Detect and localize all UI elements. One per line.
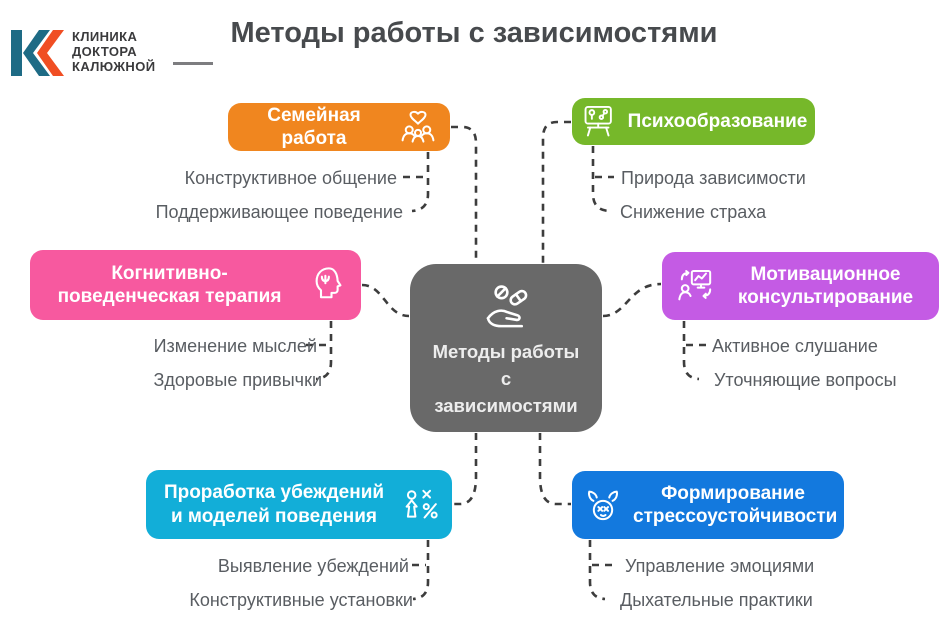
hand-pills-icon xyxy=(479,280,533,334)
subitem-beliefs-2: Конструктивные установки xyxy=(189,590,413,610)
connector-motiv-item2 xyxy=(684,321,699,379)
branch-motivational xyxy=(662,252,939,320)
branch-beliefs-label: Проработка убеждений и моделей поведения xyxy=(163,482,385,527)
branch-family-work xyxy=(228,103,450,151)
stress-face-icon xyxy=(583,485,623,525)
subitem-cbt-1: Изменение мыслей xyxy=(153,336,317,356)
central-node xyxy=(410,264,602,432)
person-monitor-icon xyxy=(676,266,716,306)
central-label-line2: с xyxy=(500,368,512,389)
branch-cbt xyxy=(30,250,361,320)
connector-beliefs-center xyxy=(453,433,476,504)
subitem-family-2: Поддерживающее поведение xyxy=(155,202,403,222)
branch-psychoeducation-label: Психообразование xyxy=(627,110,808,132)
subitem-motiv-1: Активное слушание xyxy=(712,336,878,356)
subitem-psycho-2: Снижение страха xyxy=(620,202,767,222)
branch-beliefs xyxy=(146,470,452,539)
connector-psycho-center xyxy=(543,122,571,263)
branch-cbt-label: Когнитивно-поведенческая терапия xyxy=(57,262,282,307)
subitem-psycho-1: Природа зависимости xyxy=(621,168,806,188)
logo-text-line1: КЛИНИКА xyxy=(72,29,138,44)
branch-stress xyxy=(572,471,844,539)
subitem-cbt-2: Здоровые привычки xyxy=(153,370,322,390)
presentation-board-icon xyxy=(580,103,618,141)
branch-psychoeducation xyxy=(572,98,815,145)
connector-beliefs-item2 xyxy=(413,540,428,599)
family-icon xyxy=(398,107,438,147)
logo-text-line3: КАЛЮЖНОЙ xyxy=(72,59,156,74)
subitem-stress-1: Управление эмоциями xyxy=(625,556,815,576)
subitem-beliefs-1: Выявление убеждений xyxy=(217,556,409,576)
branch-family-label: Семейная работа xyxy=(267,104,361,149)
central-label-line3: зависимостями xyxy=(434,395,578,416)
page-title: Методы работы с зависимостями xyxy=(230,17,718,49)
logo-underline xyxy=(173,62,213,65)
connector-family-center xyxy=(451,127,476,263)
central-label-line1: Методы работы xyxy=(432,341,580,362)
logo-text-line2: ДОКТОРА xyxy=(72,44,138,59)
branch-motivational-label: Мотивационное консультирование xyxy=(737,263,914,308)
connector-cbt-center xyxy=(362,285,409,316)
connector-family-item2 xyxy=(412,152,428,211)
connector-stress-center xyxy=(540,433,571,504)
person-strategy-icon xyxy=(400,485,440,525)
head-psi-icon xyxy=(307,264,349,306)
connector-motiv-center xyxy=(603,284,661,316)
subitem-family-1: Конструктивное общение xyxy=(184,168,397,188)
central-node-label xyxy=(433,338,580,419)
connector-stress-item2 xyxy=(590,540,605,599)
subitem-stress-2: Дыхательные практики xyxy=(620,590,813,610)
subitem-motiv-2: Уточняющие вопросы xyxy=(714,370,897,390)
connector-psycho-item2 xyxy=(593,146,609,211)
branch-stress-label: Формирование стрессоустойчивости xyxy=(633,482,838,527)
